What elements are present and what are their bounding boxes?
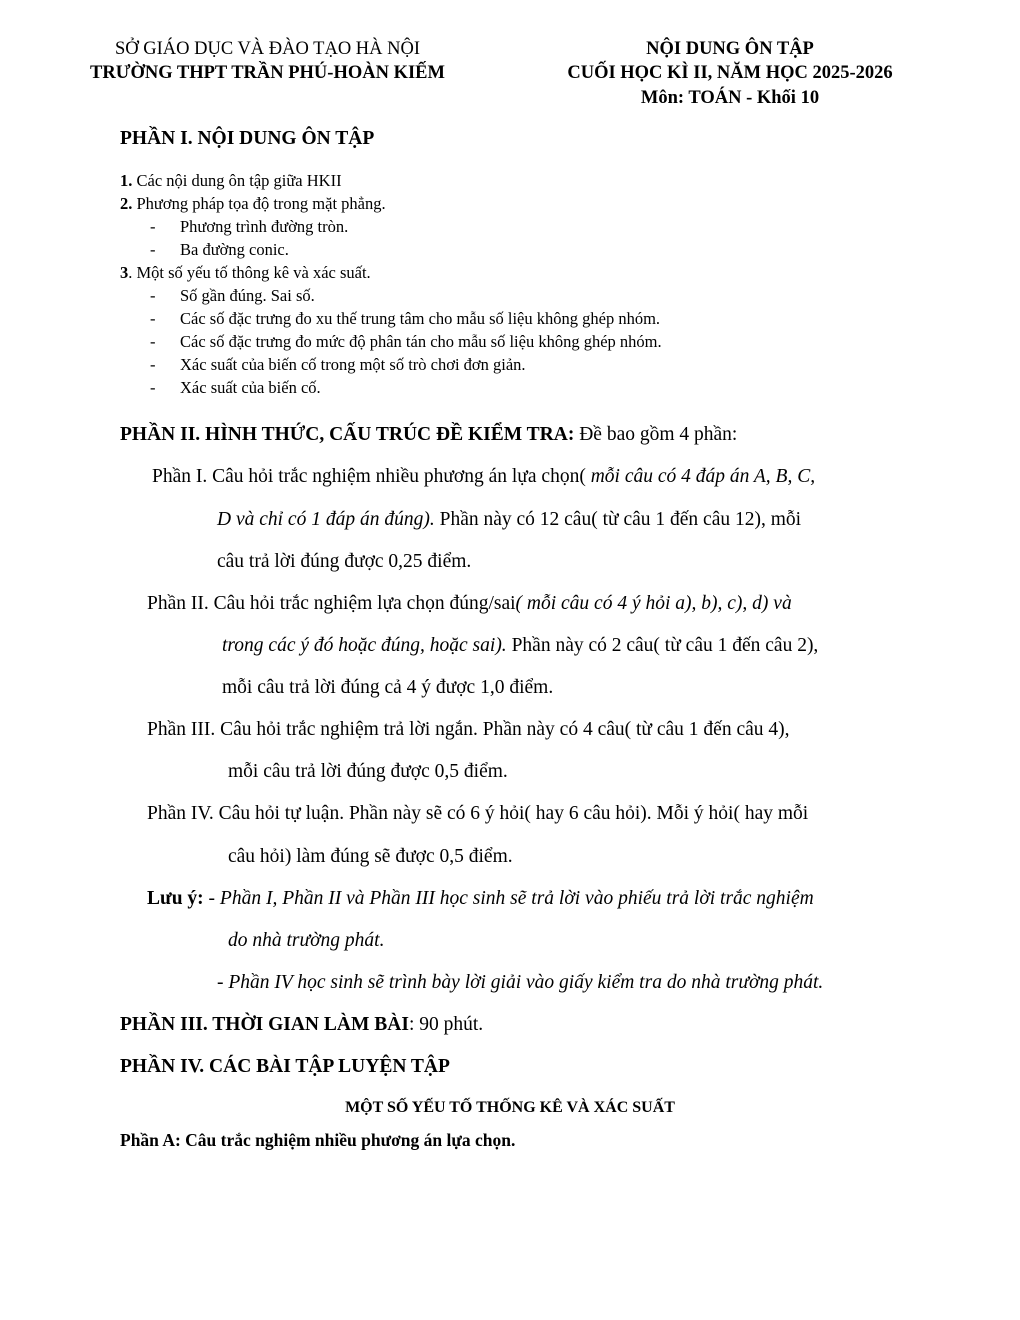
item-number: 3 xyxy=(120,263,129,282)
part3-line xyxy=(120,1014,483,1036)
bullet-text: Xác suất của biến cố. xyxy=(180,378,321,397)
header-subject: Môn: TOÁN - Khối 10 xyxy=(640,88,820,108)
bullet-text: Phương trình đường tròn. xyxy=(180,217,349,236)
bullet-text: Ba đường conic. xyxy=(180,240,289,259)
bullet-item xyxy=(150,284,315,307)
note-label: Lưu ý: xyxy=(147,888,204,909)
part2-note-line1 xyxy=(147,888,814,910)
part2-p1-line3: câu trả lời đúng được 0,25 điểm. xyxy=(217,551,472,572)
dash: - xyxy=(150,355,156,374)
text: Phần I. Câu hỏi trắc nghiệm nhiều phương án lựa chọn( xyxy=(152,466,586,487)
part2-p1-line2 xyxy=(217,509,801,531)
part1-title: PHẦN I. NỘI DUNG ÔN TẬP xyxy=(120,128,375,149)
bullet-item xyxy=(150,353,526,376)
italic-text: trong các ý đó hoặc đúng, hoặc sai). xyxy=(222,635,507,656)
header-department: SỞ GIÁO DỤC VÀ ĐÀO TẠO HÀ NỘI xyxy=(114,39,421,59)
bullet-text: Các số đặc trưng đo xu thế trung tâm cho mẫu số liệu không ghép nhóm. xyxy=(180,309,661,328)
italic-text: - Phần IV học sinh sẽ trình bày lời giải vào giấy kiểm tra do nhà trường phát. xyxy=(217,972,824,993)
part2-p2-line3: mỗi câu trả lời đúng cả 4 ý được 1,0 điểm. xyxy=(222,677,554,698)
item-text: . Một số yếu tố thông kê và xác suất. xyxy=(128,263,371,282)
item-number: 1. xyxy=(120,171,133,190)
text: Phần II. Câu hỏi trắc nghiệm lựa chọn đúng/sai xyxy=(147,593,516,614)
part2-heading: PHẦN II. HÌNH THỨC, CẤU TRÚC ĐỀ KIỂM TRA: xyxy=(120,424,575,445)
part2-title xyxy=(120,424,737,446)
part2-p2-line1 xyxy=(147,593,792,615)
part1-item3 xyxy=(120,261,371,284)
bullet-item xyxy=(150,215,348,238)
part2-p1-line1 xyxy=(152,466,815,488)
dash: - xyxy=(150,286,156,305)
dash: - xyxy=(150,309,156,328)
bullet-item xyxy=(150,238,289,261)
item-number: 2. xyxy=(120,194,133,213)
part4-partA: Phần A: Câu trắc nghiệm nhiều phương án lựa chọn. xyxy=(120,1130,516,1150)
header-school: TRƯỜNG THPT TRẦN PHÚ-HOÀN KIẾM xyxy=(90,63,445,83)
part3-title: PHẦN III. THỜI GIAN LÀM BÀI xyxy=(120,1014,409,1035)
part1-item1 xyxy=(120,169,342,192)
part3-duration: : 90 phút. xyxy=(408,1014,484,1035)
italic-text: - Phần I, Phần II và Phần III học sinh sẽ trả lời vào phiếu trả lời trắc nghiệm xyxy=(203,888,814,909)
bullet-item xyxy=(150,330,662,353)
italic-text: D và chỉ có 1 đáp án đúng). xyxy=(217,509,435,530)
dash: - xyxy=(150,217,156,236)
text: Phần này có 2 câu( từ câu 1 đến câu 2), xyxy=(506,635,819,656)
italic-text: ( mỗi câu có 4 ý hỏi a), b), c), d) và xyxy=(515,593,792,614)
dash: - xyxy=(150,240,156,259)
bullet-text: Xác suất của biến cố trong một số trò chơi đơn giản. xyxy=(180,355,526,374)
bullet-text: Số gần đúng. Sai số. xyxy=(180,286,315,305)
part2-p3-line2: mỗi câu trả lời đúng được 0,5 điểm. xyxy=(228,761,508,782)
header-term: CUỐI HỌC KÌ II, NĂM HỌC 2025-2026 xyxy=(567,63,893,83)
italic-text: mỗi câu có 4 đáp án A, B, C, xyxy=(585,466,816,487)
part4-title: PHẦN IV. CÁC BÀI TẬP LUYỆN TẬP xyxy=(120,1056,450,1077)
item-text: Các nội dung ôn tập giữa HKII xyxy=(136,171,342,190)
item-text: Phương pháp tọa độ trong mặt phẳng. xyxy=(136,194,386,213)
text: Phần này có 12 câu( từ câu 1 đến câu 12), mỗi xyxy=(434,509,802,530)
part2-p3-line1: Phần III. Câu hỏi trắc nghiệm trả lời ngắn. Phần này có 4 câu( từ câu 1 đến câu 4), xyxy=(147,719,790,740)
italic-text: do nhà trường phát. xyxy=(228,930,385,951)
part2-p2-line2 xyxy=(222,635,818,657)
part1-item2 xyxy=(120,192,386,215)
part2-p4-line2: câu hỏi) làm đúng sẽ được 0,5 điểm. xyxy=(228,846,513,867)
bullet-text: Các số đặc trưng đo mức độ phân tán cho mẫu số liệu không ghép nhóm. xyxy=(180,332,662,351)
part2-note-line3 xyxy=(217,972,823,994)
dash: - xyxy=(150,332,156,351)
part2-note-line2 xyxy=(228,930,384,952)
dash: - xyxy=(150,378,156,397)
bullet-item xyxy=(150,307,660,330)
part2-heading-rest: Đề bao gồm 4 phần: xyxy=(574,424,738,445)
bullet-item xyxy=(150,376,321,399)
part2-p4-line1: Phần IV. Câu hỏi tự luận. Phần này sẽ có 6 ý hỏi( hay 6 câu hỏi). Mỗi ý hỏi( hay mỗi xyxy=(147,803,809,824)
header-doc-title: NỘI DUNG ÔN TẬP xyxy=(646,39,814,59)
part4-subtitle: MỘT SỐ YẾU TỐ THỐNG KÊ VÀ XÁC SUẤT xyxy=(345,1099,675,1116)
